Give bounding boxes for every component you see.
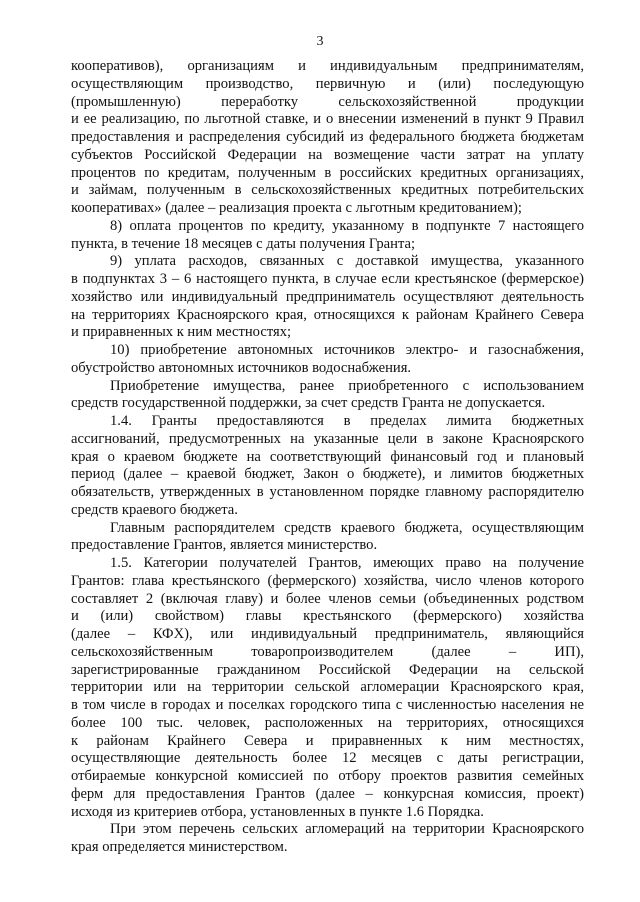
text-line: в том числе в городах и поселках городского типа с численностью населения не	[71, 697, 584, 713]
text-line: предоставление Грантов, является министерство.	[71, 537, 378, 554]
text-line: составляет 2 (включая главу) и более членов семьи (объединенных родством	[71, 590, 584, 607]
text-line: территории или на территории сельской агломерации Красноярского края,	[71, 679, 584, 696]
paragraph	[71, 342, 584, 378]
document-body	[71, 58, 584, 857]
text-line: обязательств, утвержденных в установленном порядке главному распорядителю	[71, 484, 584, 500]
text-line: субъектов Российской Федерации на возмещение части затрат на уплату	[71, 146, 584, 163]
text-line: (далее – КФХ), или индивидуальный предприниматель, являющийся	[71, 626, 584, 642]
text-line: 9) уплата расходов, связанных с доставкой имущества, указанного	[110, 253, 584, 270]
text-line: сельскохозяйственным товаропроизводителем (далее – ИП),	[71, 643, 584, 660]
text-line: процентов по кредитам, полученным в российских кредитных организациях,	[71, 164, 584, 181]
text-line: и займам, полученным в сельскохозяйственных кредитных потребительских	[71, 182, 584, 199]
text-line: период (далее – краевой бюджет, Закон о бюджете), и лимитов бюджетных	[71, 466, 584, 483]
text-line: края определяется министерством.	[71, 839, 288, 855]
paragraph	[71, 218, 584, 254]
text-line: обустройство автономных источников водоснабжения.	[71, 359, 412, 376]
paragraph	[71, 821, 584, 857]
text-line: Главным распорядителем средств краевого бюджета, осуществляющим	[110, 519, 584, 536]
page-number: 3	[316, 34, 324, 49]
text-line: ферм для предоставления Грантов (далее – конкурсная комиссия, проект)	[71, 785, 584, 802]
paragraph	[71, 520, 584, 556]
text-line: края о краевом бюджете на соответствующий финансовый год и плановый	[71, 448, 584, 465]
text-line: 8) оплата процентов по кредиту, указанному в подпункте 7 настоящего	[110, 217, 584, 234]
text-line: и (или) свойством) главы крестьянского (фермерского) хозяйства	[71, 608, 584, 625]
text-line: осуществляющие деятельность более 12 месяцев с даты регистрации,	[71, 750, 584, 767]
text-line: к районам Крайнего Севера и приравненных к ним местностях,	[71, 732, 584, 749]
text-line: кооперативов), организациям и индивидуальным предпринимателям,	[71, 58, 584, 74]
text-line: ассигнований, предусмотренных на указанные цели в законе Красноярского	[71, 430, 584, 447]
text-line: кооперативах» (далее – реализация проекта с льготным кредитованием);	[71, 200, 522, 216]
paragraph	[71, 253, 584, 342]
text-line: более 100 тыс. человек, расположенных на территориях, относящихся	[71, 714, 584, 731]
text-line: Приобретение имущества, ранее приобретенного с использованием	[110, 377, 584, 394]
text-line: предоставления и распределения субсидий из федерального бюджета бюджетам	[71, 129, 584, 145]
paragraph	[71, 378, 584, 414]
paragraph	[71, 555, 584, 821]
text-line: 1.5. Категории получателей Грантов, имеющих право на получение	[110, 555, 584, 571]
paragraph	[71, 413, 584, 520]
text-line: При этом перечень сельских агломераций на территории Красноярского	[110, 821, 584, 838]
text-line: 1.4. Гранты предоставляются в пределах лимита бюджетных	[110, 413, 584, 429]
text-line: на территориях Красноярского края, относящихся к районам Крайнего Севера	[71, 306, 584, 323]
text-line: средств краевого бюджета.	[71, 501, 238, 518]
text-line: осуществляющим производство, первичную и (или) последующую	[71, 75, 584, 92]
text-line: зарегистрированные гражданином Российской Федерации на сельской	[71, 661, 584, 678]
text-line: средств государственной поддержки, за счет средств Гранта не допускается.	[71, 395, 546, 412]
text-line: отбираемые конкурсной комиссией по отбору проектов развития семейных	[71, 768, 584, 784]
text-line: в подпунктах 3 – 6 настоящего пункта, в случае если крестьянское (фермерское)	[71, 271, 584, 287]
text-line: (промышленную) переработку сельскохозяйственной продукции	[71, 93, 584, 110]
text-line: 10) приобретение автономных источников электро- и газоснабжения,	[110, 342, 584, 358]
text-line: Грантов: глава крестьянского (фермерского) хозяйства, число членов которого	[71, 572, 584, 589]
text-line: исходя из критериев отбора, установленных в пункте 1.6 Порядка.	[71, 803, 484, 820]
paragraph	[71, 58, 584, 218]
text-line: хозяйство или индивидуальный предприниматель осуществляют деятельность	[71, 288, 584, 305]
text-line: и приравненных к ним местностях;	[71, 324, 292, 341]
text-line: пункта, в течение 18 месяцев с даты получения Гранта;	[71, 235, 416, 252]
text-line: и ее реализацию, по льготной ставке, и о внесении изменений в пункт 9 Правил	[71, 111, 584, 128]
